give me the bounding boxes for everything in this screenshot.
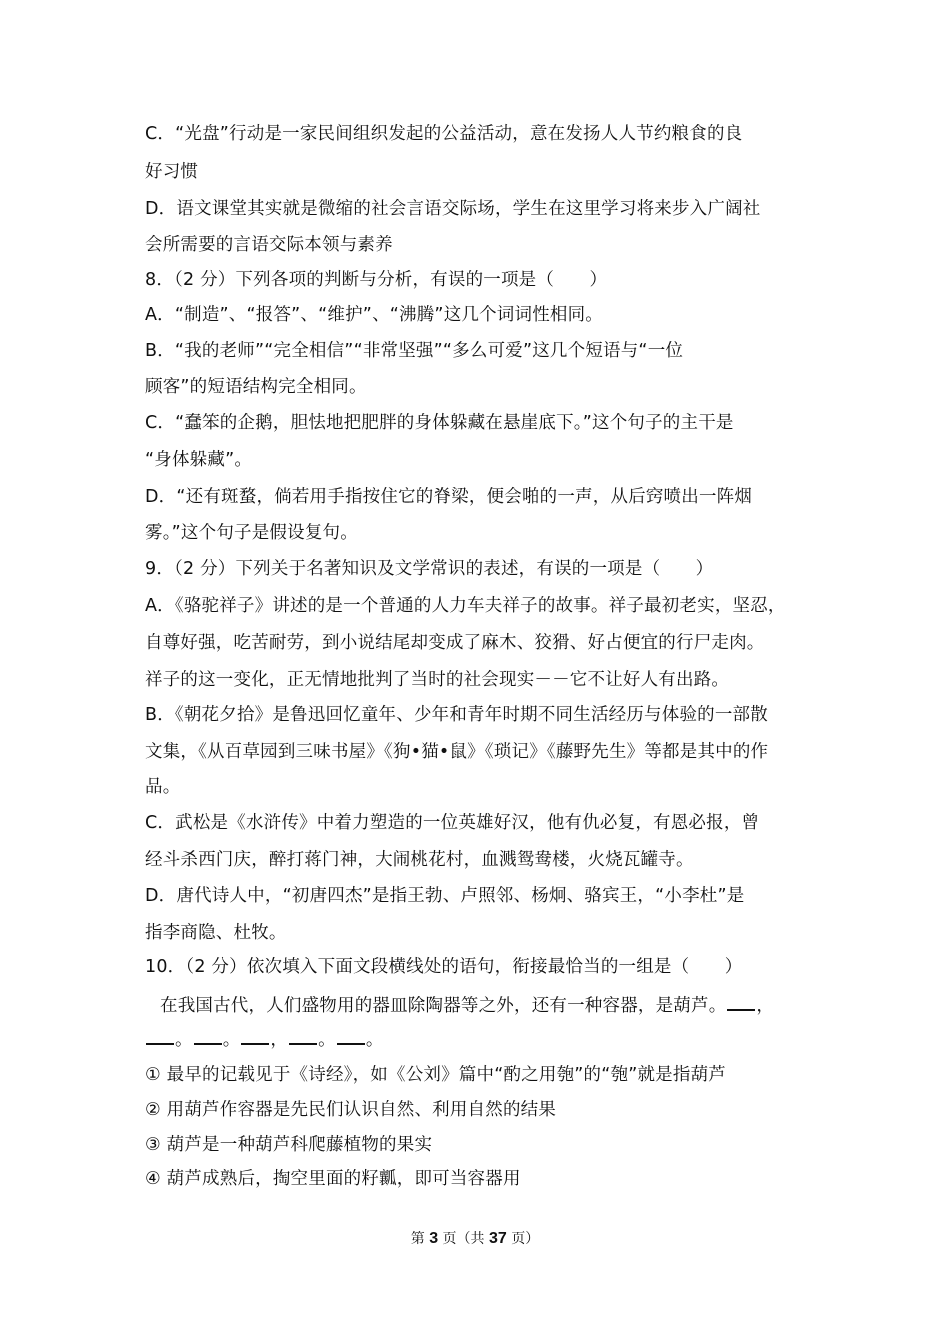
option-9a-line-1: A．《骆驼祥子》讲述的是一个普通的人力车夫祥子的故事。祥子最初老实，坚忍， (145, 596, 786, 616)
option-9b-line-1: B．《朝花夕拾》是鲁迅回忆童年、少年和青年时期不同生活经历与体验的一部散 (145, 705, 768, 725)
option-9c-line-2: 经斗杀西门庆，醉打蒋门神，大闹桃花村，血溅鸳鸯楼，火烧瓦罐寺。 (145, 850, 694, 870)
page-footer (0, 1228, 950, 1248)
footer-page-number: 3 (429, 1230, 439, 1247)
option-9b-line-2: 文集，《从百草园到三味书屋》《狗•猫•鼠》《琐记》《藤野先生》等都是其中的作 (145, 742, 769, 762)
passage-text: 在我国古代，人们盛物用的器皿除陶器等之外，还有一种容器，是葫芦。 (160, 996, 727, 1016)
option-9a-line-3: 祥子的这一变化，正无情地批判了当时的社会现实－－它不让好人有出路。 (145, 670, 730, 690)
footer-mid: 页（共 (442, 1231, 485, 1247)
footer-suffix: 页） (511, 1231, 540, 1247)
passage-line-1 (160, 993, 830, 1018)
passage-sep-5: 。 (318, 1030, 336, 1050)
passage-sep-2: 。 (175, 1030, 193, 1050)
fill-blank-6 (337, 1027, 365, 1045)
option-8d-line-1: D．“还有斑蝥，倘若用手指按住它的脊梁，便会啪的一声，从后窍喷出一阵烟 (145, 487, 753, 507)
footer-prefix: 第 (410, 1231, 425, 1247)
option-7d-line-2: 会所需要的言语交际本领与素养 (145, 235, 393, 255)
passage-sep-3: 。 (222, 1030, 241, 1050)
option-9d-line-1: D．唐代诗人中，“初唐四杰”是指王勃、卢照邻、杨炯、骆宾王，“小李杜”是 (145, 886, 745, 906)
question-9-stem: 9．（2 分）下列关于名著知识及文学常识的表述，有误的一项是（ ） (145, 559, 714, 579)
option-9a-line-2: 自尊好强，吃苦耐劳，到小说结尾却变成了麻木、狡猾、好占便宜的行尸走肉。 (145, 633, 765, 653)
fill-blank-4 (241, 1027, 269, 1045)
option-8c-line-1: C．“蠢笨的企鹅，胆怯地把肥胖的身体躲藏在悬崖底下。”这个句子的主干是 (145, 413, 734, 433)
option-7d-line-1: D．语文课堂其实就是微缩的社会言语交际场，学生在这里学习将来步入广阔社 (145, 199, 761, 219)
passage-sep-4: ， (270, 1030, 289, 1050)
fill-blank-5 (289, 1027, 317, 1045)
passage-sep-1: ， (756, 996, 775, 1016)
passage-sep-6: 。 (365, 1030, 384, 1050)
fill-blank-3 (194, 1027, 222, 1045)
sentence-option-3: ③ 葫芦是一种葫芦科爬藤植物的果实 (145, 1135, 433, 1155)
passage-line-2 (145, 1027, 815, 1052)
option-7c-line-1: C．“光盘”行动是一家民间组织发起的公益活动，意在发扬人人节约粮食的良 (145, 124, 743, 144)
sentence-option-4: ④ 葫芦成熟后，掏空里面的籽瓤，即可当容器用 (145, 1169, 521, 1189)
option-9d-line-2: 指李商隐、杜牧。 (145, 923, 287, 943)
fill-blank-2 (146, 1027, 174, 1045)
option-9c-line-1: C．武松是《水浒传》中着力塑造的一位英雄好汉，他有仇必复，有恩必报，曾 (145, 813, 760, 833)
option-8b-line-1: B．“我的老师”“完全相信”“非常坚强”“多么可爱”这几个短语与“一位 (145, 341, 684, 361)
option-8c-line-2: “身体躲藏”。 (145, 450, 253, 470)
option-9b-line-3: 品。 (145, 777, 181, 797)
option-7c-line-2: 好习惯 (145, 162, 199, 182)
option-8a: A．“制造”、“报答”、“维护”、“沸腾”这几个词词性相同。 (145, 305, 603, 325)
fill-blank-1 (727, 993, 755, 1011)
footer-total-pages: 37 (489, 1230, 507, 1247)
option-8d-line-2: 雾。”这个句子是假设复句。 (145, 523, 358, 543)
sentence-option-1: ① 最早的记载见于《诗经》，如《公刘》篇中“酌之用匏”的“匏”就是指葫芦 (145, 1065, 726, 1085)
question-10-stem: 10．（2 分）依次填入下面文段横线处的语句，衔接最恰当的一组是（ ） (145, 957, 743, 977)
question-8-stem: 8．（2 分）下列各项的判断与分析，有误的一项是（ ） (145, 270, 608, 290)
sentence-option-2: ② 用葫芦作容器是先民们认识自然、利用自然的结果 (145, 1100, 557, 1120)
option-8b-line-2: 顾客”的短语结构完全相同。 (145, 377, 367, 397)
